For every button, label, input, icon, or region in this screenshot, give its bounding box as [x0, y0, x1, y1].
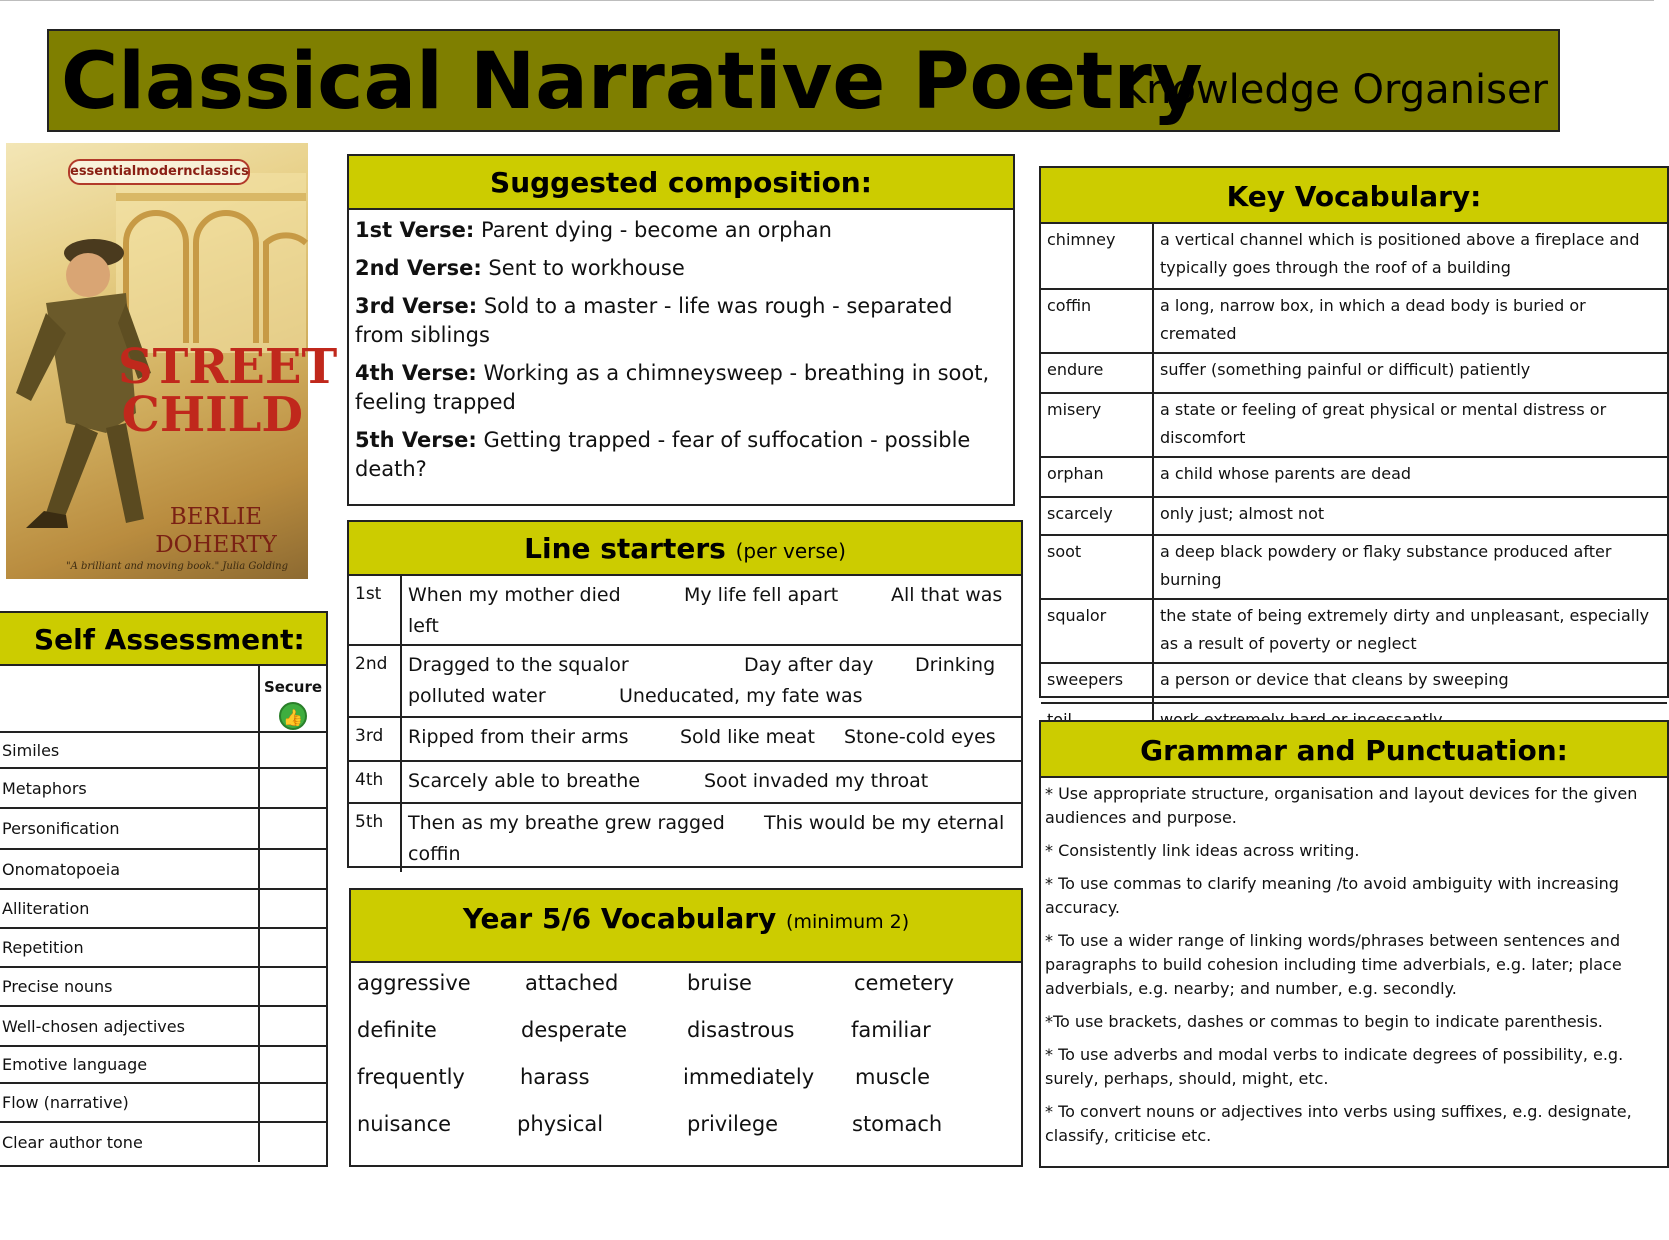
- vocab-word: stomach: [852, 1112, 943, 1136]
- vocab-definition: a vertical channel which is positioned above a fireplace and typically goes through the roof of a building: [1160, 230, 1640, 277]
- criterion-label: Onomatopoeia: [0, 849, 259, 889]
- cover-quote: "A brilliant and moving book." Julia Golding: [66, 561, 289, 572]
- starter-phrase: Dragged to the squalor: [408, 654, 629, 676]
- vocab-definition: the state of being extremely dirty and unpleasant, especially as a result of poverty or neglect: [1153, 599, 1667, 663]
- book-title-line-1: STREET: [118, 339, 338, 395]
- vocab-definition: a child whose parents are dead: [1153, 457, 1667, 497]
- vocab-term: misery: [1041, 393, 1153, 457]
- line-starters-note: (per verse): [735, 539, 846, 563]
- year-vocabulary-grid: [351, 963, 1021, 1163]
- verse-text: Working as a chimneysweep - breathing in soot, feeling trapped: [355, 361, 990, 414]
- verse-text: Sold to a master - life was rough - separated from siblings: [355, 294, 953, 347]
- secure-checkbox[interactable]: [259, 808, 326, 849]
- grammar-panel: [1039, 720, 1669, 1168]
- secure-checkbox[interactable]: [259, 1083, 326, 1122]
- grammar-heading: Grammar and Punctuation:: [1041, 722, 1667, 778]
- vocab-row: [1041, 457, 1667, 497]
- verse-label: 2nd Verse:: [355, 256, 482, 280]
- vocab-row: [1041, 663, 1667, 703]
- starter-phrase: Stone-cold eyes: [844, 726, 996, 748]
- book-cover: [6, 143, 338, 579]
- year-vocabulary-heading: [351, 890, 1021, 963]
- secure-checkbox[interactable]: [259, 1006, 326, 1046]
- starter-phrase: Uneducated, my fate was: [619, 685, 863, 707]
- secure-checkbox[interactable]: [259, 768, 326, 808]
- vocab-term: scarcely: [1041, 497, 1153, 535]
- grammar-point: * To use a wider range of linking words/phrases between sentences and paragraphs to build cohesion including time adverbials, e.g. later; place adverbials, e.g. nearby; and number, e.g. secondly.: [1045, 931, 1622, 998]
- secure-checkbox[interactable]: [259, 928, 326, 967]
- criterion-label: Personification: [0, 808, 259, 849]
- secure-checkbox[interactable]: [259, 1122, 326, 1162]
- title-banner: [47, 29, 1560, 132]
- vocab-word: disastrous: [687, 1018, 795, 1042]
- line-starter-phrases: [402, 646, 1021, 716]
- assessment-row: [0, 768, 326, 808]
- vocab-row: [1041, 289, 1667, 353]
- secure-checkbox[interactable]: [259, 967, 326, 1006]
- self-assessment-header-row: [0, 666, 326, 732]
- verse-number: 4th: [349, 762, 402, 802]
- thumbs-up-icon: 👍: [279, 702, 307, 730]
- line-starter-row: [349, 716, 1021, 760]
- line-starters-heading: [349, 522, 1021, 576]
- starter-phrase: Scarcely able to breathe: [408, 770, 641, 792]
- verse-text: Parent dying - become an orphan: [474, 218, 832, 242]
- vocab-term: orphan: [1041, 457, 1153, 497]
- assessment-row: [0, 732, 326, 768]
- assessment-row: [0, 1046, 326, 1083]
- line-starter-phrases: [402, 718, 1021, 760]
- vocab-definition: a state or feeling of great physical or mental distress or discomfort: [1153, 393, 1667, 457]
- vocab-row: [1041, 224, 1667, 289]
- verse-line: [355, 216, 1007, 245]
- starter-phrase: coffin: [408, 843, 461, 865]
- vocab-term: squalor: [1041, 599, 1153, 663]
- key-vocabulary-panel: [1039, 166, 1669, 698]
- vocab-definition: a person or device that cleans by sweeping: [1153, 663, 1667, 703]
- line-starter-phrases: [402, 804, 1021, 872]
- vocab-word: aggressive: [357, 971, 471, 995]
- line-starter-phrases: [402, 576, 1021, 644]
- vocab-word: bruise: [687, 971, 752, 995]
- grammar-point: * Consistently link ideas across writing.: [1045, 841, 1360, 860]
- verse-number: 5th: [349, 804, 402, 872]
- verse-line: [355, 426, 1007, 484]
- vocab-word: frequently: [357, 1065, 465, 1089]
- assessment-row: [0, 928, 326, 967]
- starter-phrase: My life fell apart: [684, 584, 839, 606]
- criterion-label: Emotive language: [0, 1046, 259, 1083]
- vocab-row: [1041, 353, 1667, 393]
- book-title: [118, 339, 338, 443]
- book-author: [136, 503, 296, 559]
- vocab-definition: a deep black powdery or flaky substance produced after burning: [1153, 535, 1667, 599]
- verse-label: 3rd Verse:: [355, 294, 478, 318]
- vocab-word: privilege: [687, 1112, 779, 1136]
- starter-phrase: Then as my breathe grew ragged: [408, 812, 725, 834]
- vocab-word: physical: [517, 1112, 604, 1136]
- verse-label: 5th Verse:: [355, 428, 477, 452]
- book-author-line-1: BERLIE: [169, 504, 263, 530]
- assessment-row: [0, 849, 326, 889]
- grammar-point: * To use adverbs and modal verbs to indicate degrees of possibility, e.g. surely, perhaps, should, might, etc.: [1045, 1045, 1624, 1088]
- vocab-definition: suffer (something painful or difficult) patiently: [1153, 353, 1667, 393]
- grammar-point: *To use brackets, dashes or commas to begin to indicate parenthesis.: [1045, 1012, 1603, 1031]
- verse-label: 1st Verse:: [355, 218, 475, 242]
- criterion-label: Similes: [0, 732, 259, 768]
- grammar-point: * Use appropriate structure, organisation and layout devices for the given audiences and purpose.: [1045, 784, 1638, 827]
- vocab-word: cemetery: [854, 971, 955, 995]
- secure-label: Secure: [263, 678, 323, 696]
- criterion-label: Alliteration: [0, 889, 259, 928]
- verse-line: [355, 292, 1007, 350]
- composition-body: [349, 210, 1013, 484]
- line-starter-row: [349, 576, 1021, 644]
- composition-heading: Suggested composition:: [349, 156, 1013, 210]
- vocab-word: attached: [525, 971, 619, 995]
- series-badge: essentialmodernclassics: [68, 159, 250, 185]
- vocab-word: desperate: [521, 1018, 628, 1042]
- year-vocabulary-note: (minimum 2): [786, 911, 910, 933]
- vocab-word: definite: [357, 1018, 437, 1042]
- verse-line: [355, 254, 1007, 283]
- starter-phrase: When my mother died: [408, 584, 621, 606]
- secure-checkbox[interactable]: [259, 732, 326, 768]
- vocab-term: coffin: [1041, 289, 1153, 353]
- criteria-header-cell: [0, 666, 259, 732]
- criterion-label: Precise nouns: [0, 967, 259, 1006]
- starter-phrase: left: [408, 615, 439, 637]
- criterion-label: Repetition: [0, 928, 259, 967]
- self-assessment-heading: Self Assessment:: [0, 613, 326, 666]
- vocab-word: immediately: [683, 1065, 815, 1089]
- vocab-row: [1041, 599, 1667, 663]
- criterion-label: Well-chosen adjectives: [0, 1006, 259, 1046]
- grammar-point: * To use commas to clarify meaning /to avoid ambiguity with increasing accuracy.: [1045, 874, 1619, 917]
- self-assessment-panel: [0, 611, 328, 1167]
- secure-checkbox[interactable]: [259, 1046, 326, 1083]
- vocab-word: nuisance: [357, 1112, 452, 1136]
- vocab-row: [1041, 497, 1667, 535]
- grammar-point: * To convert nouns or adjectives into verbs using suffixes, e.g. designate, classify, criticise etc.: [1045, 1102, 1632, 1145]
- book-author-line-2: DOHERTY: [155, 532, 277, 558]
- vocab-definition: a long, narrow box, in which a dead body is buried or cremated: [1153, 289, 1667, 353]
- verse-number: 3rd: [349, 718, 402, 760]
- vocab-row: [1041, 393, 1667, 457]
- assessment-row: [0, 1122, 326, 1162]
- assessment-row: [0, 808, 326, 849]
- page-title: Classical Narrative Poetry: [61, 37, 1203, 127]
- verse-number: 1st: [349, 576, 402, 644]
- key-vocabulary-table: [1041, 224, 1667, 741]
- vocab-word: muscle: [855, 1065, 931, 1089]
- top-rule: [0, 0, 1654, 1]
- secure-header-cell: [259, 666, 326, 732]
- year-vocabulary-title: Year 5/6 Vocabulary: [462, 902, 777, 935]
- verse-text: Sent to workhouse: [481, 256, 685, 280]
- starter-phrase: Ripped from their arms: [408, 726, 629, 748]
- vocab-term: soot: [1041, 535, 1153, 599]
- line-starter-row: [349, 644, 1021, 716]
- criterion-label: Clear author tone: [0, 1122, 259, 1162]
- starter-phrase: Soot invaded my throat: [704, 770, 929, 792]
- verse-number: 2nd: [349, 646, 402, 716]
- page-subtitle: Knowledge Organiser: [1119, 67, 1548, 113]
- book-title-line-2: CHILD: [121, 387, 303, 443]
- line-starter-row: [349, 802, 1021, 872]
- grammar-body: [1041, 778, 1667, 1148]
- composition-panel: [347, 154, 1015, 506]
- starter-phrase: All that was: [891, 584, 1003, 606]
- verse-line: [355, 359, 1007, 417]
- line-starters-rows: [349, 576, 1021, 872]
- vocab-word: familiar: [851, 1018, 931, 1042]
- key-vocabulary-heading: Key Vocabulary:: [1041, 168, 1667, 224]
- secure-checkbox[interactable]: [259, 889, 326, 928]
- year-vocabulary-panel: [349, 888, 1023, 1167]
- criterion-label: Metaphors: [0, 768, 259, 808]
- vocab-term: sweepers: [1041, 663, 1153, 703]
- assessment-row: [0, 967, 326, 1006]
- assessment-row: [0, 889, 326, 928]
- starter-phrase: Day after day: [744, 654, 874, 676]
- starter-phrase: This would be my eternal: [764, 812, 1005, 834]
- line-starter-phrases: [402, 762, 1021, 802]
- vocab-definition: only just; almost not: [1153, 497, 1667, 535]
- assessment-row: [0, 1083, 326, 1122]
- self-assessment-table: [0, 666, 326, 1162]
- line-starters-title: Line starters: [524, 532, 726, 565]
- starter-phrase: Sold like meat: [680, 726, 815, 748]
- verse-label: 4th Verse:: [355, 361, 477, 385]
- vocab-term: chimney: [1041, 224, 1153, 289]
- vocab-row: [1041, 535, 1667, 599]
- criterion-label: Flow (narrative): [0, 1083, 259, 1122]
- vocab-term: endure: [1041, 353, 1153, 393]
- assessment-row: [0, 1006, 326, 1046]
- starter-phrase: Drinking: [915, 654, 996, 676]
- starter-phrase: polluted water: [408, 685, 546, 707]
- verse-text: Getting trapped - fear of suffocation - possible death?: [355, 428, 971, 481]
- secure-checkbox[interactable]: [259, 849, 326, 889]
- vocab-word: harass: [520, 1065, 590, 1089]
- line-starters-panel: [347, 520, 1023, 868]
- line-starter-row: [349, 760, 1021, 802]
